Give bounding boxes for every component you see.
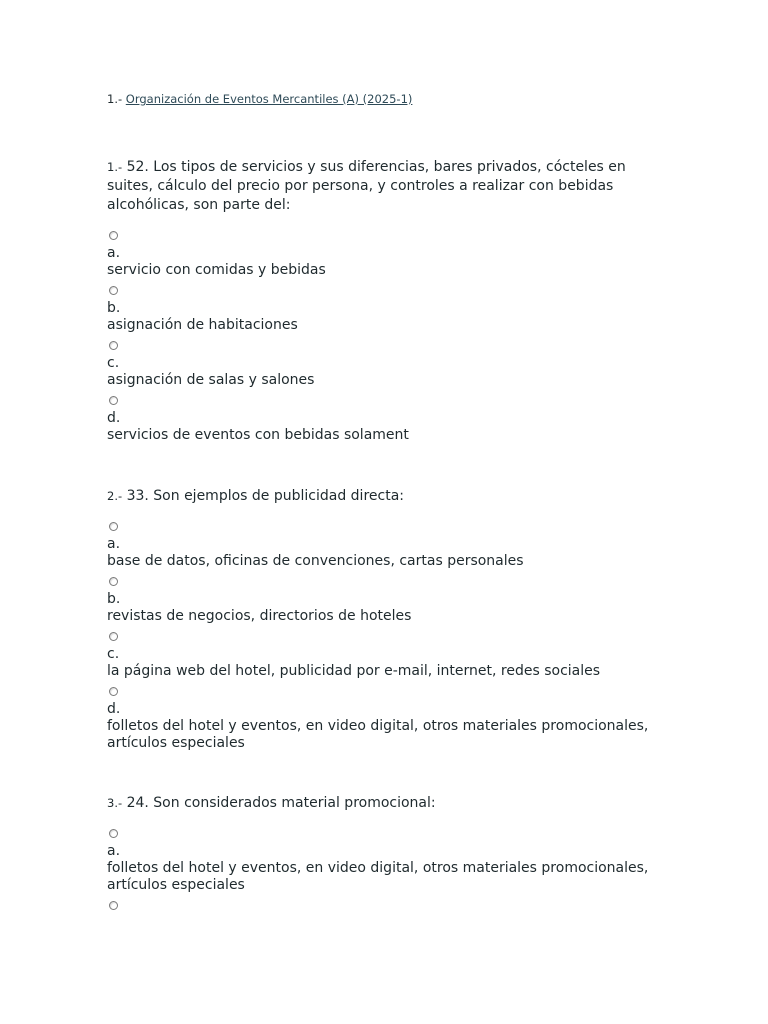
option-text: servicio con comidas y bebidas xyxy=(107,262,326,278)
radio-button[interactable] xyxy=(109,632,118,641)
option-text: revistas de negocios, directorios de hoteles xyxy=(107,608,412,624)
option-letter: b. xyxy=(107,300,121,316)
option-a[interactable] xyxy=(107,522,652,570)
question-2 xyxy=(107,487,652,752)
question-number: 1.- xyxy=(107,160,123,174)
option-letter: a. xyxy=(107,245,121,261)
question-number: 2.- xyxy=(107,489,123,503)
question-3 xyxy=(107,794,652,915)
radio-button[interactable] xyxy=(109,396,118,405)
option-text: asignación de salas y salones xyxy=(107,372,315,388)
radio-button[interactable] xyxy=(109,231,118,240)
option-list xyxy=(107,231,652,444)
option-text: asignación de habitaciones xyxy=(107,317,298,333)
option-text: folletos del hotel y eventos, en video digital, otros materiales promocionales, artículos especiales xyxy=(107,718,649,751)
option-b-partial[interactable] xyxy=(107,901,652,910)
option-letter: c. xyxy=(107,355,120,371)
option-letter: d. xyxy=(107,701,121,717)
option-letter: a. xyxy=(107,843,121,859)
course-number: 1.- xyxy=(107,92,123,106)
option-b[interactable] xyxy=(107,286,652,334)
radio-button[interactable] xyxy=(109,577,118,586)
option-letter: a. xyxy=(107,536,121,552)
radio-button[interactable] xyxy=(109,286,118,295)
option-text: servicios de eventos con bebidas solament xyxy=(107,427,409,443)
question-1 xyxy=(107,158,652,444)
radio-button[interactable] xyxy=(109,901,118,910)
radio-button[interactable] xyxy=(109,522,118,531)
question-prompt: 33. Son ejemplos de publicidad directa: xyxy=(126,488,404,504)
option-text: folletos del hotel y eventos, en video digital, otros materiales promocionales, artículos especiales xyxy=(107,860,649,893)
radio-button[interactable] xyxy=(109,829,118,838)
radio-button[interactable] xyxy=(109,687,118,696)
option-a[interactable] xyxy=(107,231,652,279)
course-title-link[interactable]: Organización de Eventos Mercantiles (A) (2025-1) xyxy=(125,92,413,106)
option-text: la página web del hotel, publicidad por e-mail, internet, redes sociales xyxy=(107,663,601,679)
option-a[interactable] xyxy=(107,829,652,894)
question-prompt: 52. Los tipos de servicios y sus diferencias, bares privados, cócteles en suites, cálculo del precio por persona, y controles a realizar con bebidas alcohólicas, son parte del: xyxy=(107,159,626,213)
option-letter: d. xyxy=(107,410,121,426)
option-text: base de datos, oficinas de convenciones, cartas personales xyxy=(107,553,524,569)
option-d[interactable] xyxy=(107,687,652,752)
option-d[interactable] xyxy=(107,396,652,444)
question-number: 3.- xyxy=(107,796,123,810)
radio-button[interactable] xyxy=(109,341,118,350)
question-text xyxy=(107,794,652,813)
question-prompt: 24. Son considerados material promocional: xyxy=(126,795,436,811)
option-c[interactable] xyxy=(107,341,652,389)
option-list xyxy=(107,829,652,910)
option-b[interactable] xyxy=(107,577,652,625)
option-c[interactable] xyxy=(107,632,652,680)
question-text xyxy=(107,487,652,506)
course-header xyxy=(107,92,412,106)
option-letter: b. xyxy=(107,591,121,607)
option-list xyxy=(107,522,652,752)
option-letter: c. xyxy=(107,646,120,662)
question-text xyxy=(107,158,652,215)
